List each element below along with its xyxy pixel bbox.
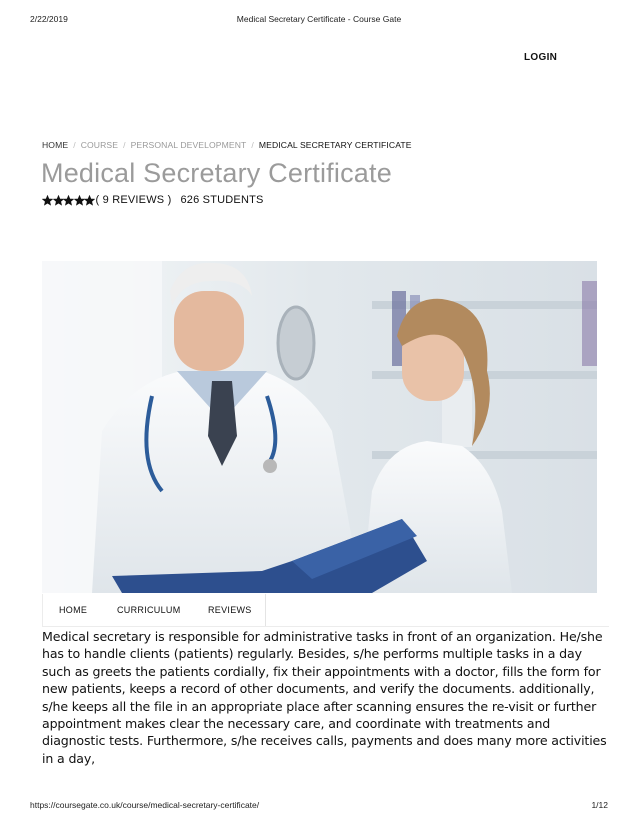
- reviews-count-link[interactable]: ( 9 REVIEWS ): [95, 194, 172, 206]
- print-header: [30, 14, 608, 28]
- print-page-number: 1/12: [591, 800, 608, 810]
- tab-curriculum[interactable]: CURRICULUM: [117, 605, 181, 615]
- breadcrumb-current: MEDICAL SECRETARY CERTIFICATE: [258, 140, 412, 150]
- course-meta: [42, 194, 264, 206]
- print-date: 2/22/2019: [30, 14, 68, 24]
- breadcrumb-separator: /: [123, 140, 126, 150]
- print-url: https://coursegate.co.uk/course/medical-secretary-certificate/: [30, 800, 260, 810]
- login-link[interactable]: LOGIN: [524, 52, 558, 63]
- page-title: Medical Secretary Certificate: [41, 158, 392, 188]
- breadcrumb: [42, 140, 412, 150]
- breadcrumb-separator: /: [251, 140, 254, 150]
- course-description: Medical secretary is responsible for administrative tasks in front of an organization. He/she has to handle clients (patients) regularly. Besides, s/he performs multiple tasks in a day such as greets the patients cordially, fix their appointments with a doctor, fills the form for new patients, keeps a record of other documents, and verify the documents. additionally, s/he keeps all the file in an appropriate place after scanning ensures the re-visit or further appointment makes clear the necessary care, and coordinate with treatments and diagnostic tests. Furthermore, s/he receives calls, payments and does many more activities in a day,: [42, 629, 607, 766]
- students-count: 626 STUDENTS: [180, 194, 264, 206]
- rating-stars: [42, 195, 95, 206]
- star-icon: [42, 195, 53, 206]
- star-icon: [74, 195, 85, 206]
- tab-home[interactable]: HOME: [59, 605, 88, 615]
- course-hero-image: [42, 261, 597, 593]
- course-tabs: [42, 594, 609, 627]
- breadcrumb-course[interactable]: COURSE: [80, 140, 119, 150]
- breadcrumb-personal-development[interactable]: PERSONAL DEVELOPMENT: [130, 140, 247, 150]
- breadcrumb-separator: /: [73, 140, 76, 150]
- doctor-and-assistant-photo: [42, 261, 597, 593]
- print-page-title: Medical Secretary Certificate - Course Gate: [236, 14, 402, 24]
- tab-divider: [265, 594, 266, 626]
- star-icon: [84, 195, 95, 206]
- tab-reviews[interactable]: REVIEWS: [208, 605, 252, 615]
- star-icon: [53, 195, 64, 206]
- star-icon: [63, 195, 74, 206]
- breadcrumb-home[interactable]: HOME: [42, 140, 69, 150]
